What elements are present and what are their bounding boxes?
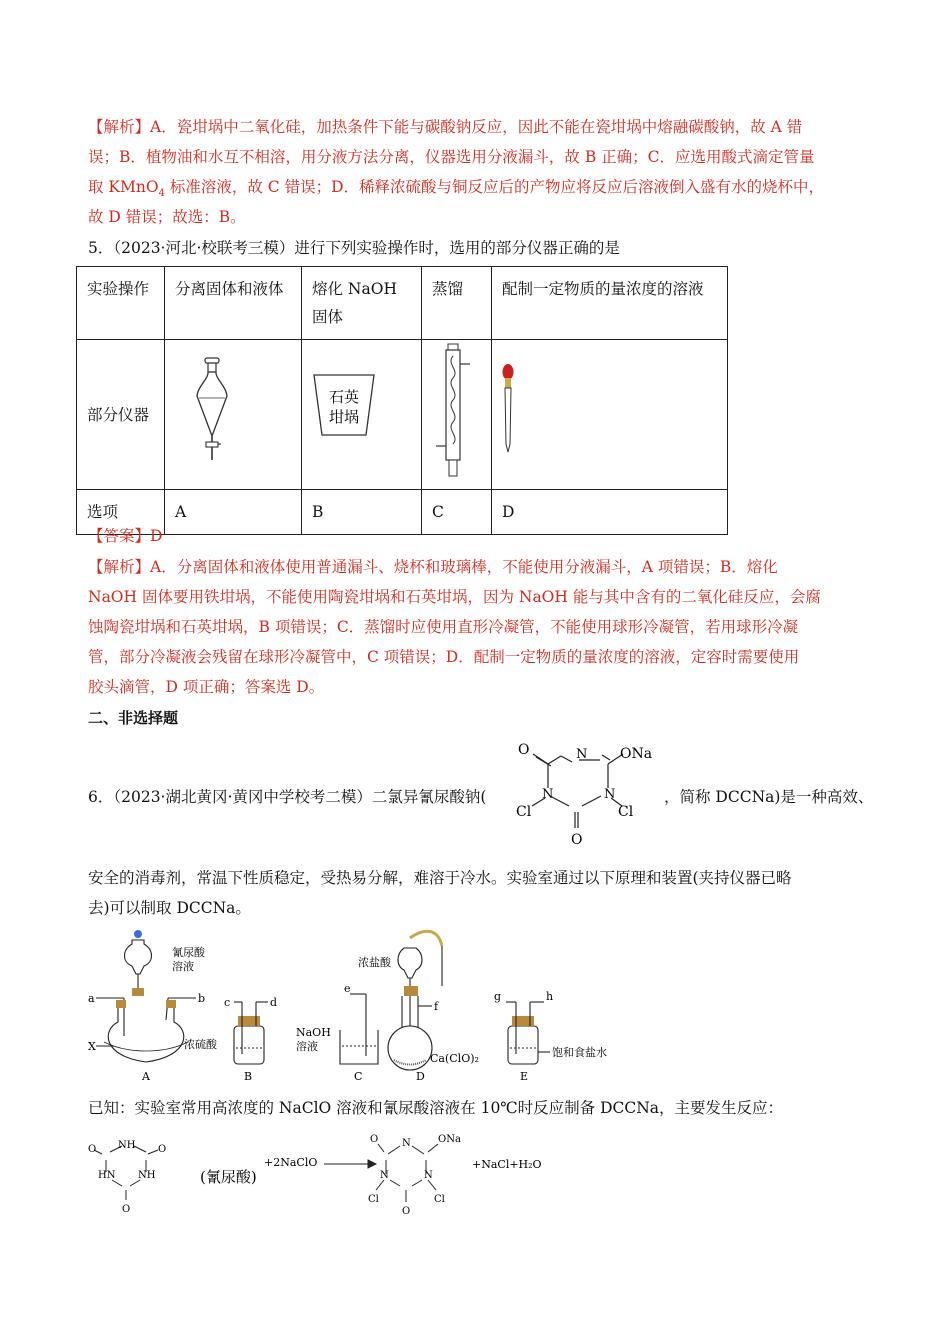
reactant-name: (氰尿酸) [200, 1168, 257, 1186]
svg-text:N: N [380, 1170, 389, 1181]
svg-text:N: N [402, 1138, 411, 1149]
table-cell: 熔化 NaOH 固体 [302, 267, 422, 340]
svg-text:B: B [244, 1070, 253, 1083]
svg-text:b: b [198, 992, 206, 1005]
svg-text:O: O [402, 1206, 411, 1217]
svg-text:D: D [416, 1070, 425, 1083]
section-heading: 二、非选择题 [88, 709, 179, 727]
svg-text:NH: NH [118, 1140, 136, 1151]
table-cell: 选项 [77, 490, 165, 535]
answer-line [88, 524, 162, 548]
explanation-line: NaOH 固体要用铁坩埚，不能使用陶瓷坩埚和石英坩埚，因为 NaOH 能与其中含有的二氧化硅反应，会腐 [88, 588, 821, 606]
crucible-label: 坩埚 [328, 408, 360, 426]
svg-text:N: N [576, 747, 588, 762]
svg-text:h: h [546, 990, 554, 1003]
byproducts: +NaCl+H₂O [472, 1158, 542, 1171]
crucible-label: 石英 [328, 388, 360, 406]
known-condition: 已知：实验室常用高浓度的 NaClO 溶液和氰尿酸溶液在 10℃时反应制备 DCCNa，主要发生反应： [88, 1099, 784, 1117]
svg-text:O: O [88, 1144, 97, 1155]
answer-value: D [150, 527, 163, 545]
svg-text:NaOH: NaOH [296, 1026, 331, 1039]
svg-text:c: c [224, 996, 231, 1009]
question-6-stem-cont: ，简称 DCCNa)是一种高效、 [664, 788, 874, 806]
explanation-tag: 【解析】 [88, 118, 151, 136]
svg-text:浓盐酸: 浓盐酸 [358, 956, 391, 969]
table-cell: 实验操作 [77, 267, 165, 340]
table-cell: 部分仪器 [77, 340, 165, 490]
svg-text:O: O [571, 832, 583, 848]
svg-text:A: A [142, 1070, 150, 1083]
explanation-line: 【解析】A．瓷坩埚中二氧化硅，加热条件下能与碳酸钠反应，因此不能在瓷坩埚中熔融碳酸钠，故 A 错 [88, 118, 803, 136]
explanation-tag: 【解析】 [88, 558, 151, 576]
reaction-equation [88, 1126, 568, 1222]
svg-text:Cl: Cl [516, 804, 532, 820]
svg-text:NH: NH [138, 1170, 156, 1181]
svg-text:e: e [344, 982, 351, 995]
svg-text:氰尿酸: 氰尿酸 [172, 946, 205, 959]
dccna-structure-icon [512, 736, 662, 848]
question-6-line: 安全的消毒剂，常温下性质稳定，受热易分解，难溶于冷水。实验室通过以下原理和装置(夹持仪器已略 [88, 869, 792, 887]
explanation-line: 【解析】A．分离固体和液体使用普通漏斗、烧杯和玻璃棒，不能使用分液漏斗，A 项错误；B．熔化 [88, 558, 778, 576]
options-table [76, 266, 728, 535]
table-cell: B [302, 490, 422, 535]
svg-text:Cl: Cl [618, 804, 634, 820]
table-cell: C [422, 490, 492, 535]
explanation-line: 胶头滴管，D 项正确；答案选 D。 [88, 678, 325, 696]
question-6-line: 去)可以制取 DCCNa。 [88, 899, 251, 917]
bulb-condenser-icon [422, 340, 491, 480]
rubber-dropper-icon [492, 340, 727, 480]
svg-text:N: N [424, 1170, 433, 1181]
reagent: +2NaClO [264, 1156, 318, 1169]
svg-text:ONa: ONa [438, 1134, 461, 1145]
quartz-crucible-icon [302, 340, 421, 480]
table-cell: A [165, 490, 302, 535]
svg-text:O: O [370, 1134, 379, 1145]
svg-text:浓硫酸: 浓硫酸 [184, 1038, 217, 1051]
explanation-line: 取 KMnO$_4$ 标准溶液，故 C 错误；D．稀释浓硫酸与铜反应后的产物应将反应后溶液倒入盛有水的烧杯中， [88, 178, 825, 200]
table-cell: 分离固体和液体 [165, 267, 302, 340]
svg-text:溶液: 溶液 [296, 1040, 318, 1053]
svg-text:饱和食盐水: 饱和食盐水 [552, 1046, 607, 1059]
svg-text:N: N [542, 787, 554, 802]
condenser-cell [422, 340, 492, 490]
answer-tag: 【答案】 [88, 527, 151, 545]
explanation-line: 故 D 错误；故选：B。 [88, 208, 246, 226]
table-cell: 蒸馏 [422, 267, 492, 340]
svg-text:f: f [434, 1000, 439, 1013]
apparatus-diagram [88, 926, 648, 1086]
svg-text:O: O [518, 742, 530, 758]
explanation-line: 管，部分冷凝液会残留在球形冷凝管中，C 项错误；D．配制一定物质的量浓度的溶液，定容时需要使用 [88, 648, 800, 666]
svg-text:Cl: Cl [368, 1194, 379, 1205]
svg-text:d: d [270, 996, 278, 1009]
svg-text:O: O [158, 1144, 167, 1155]
svg-text:C: C [354, 1070, 363, 1083]
svg-text:a: a [88, 992, 95, 1005]
svg-text:ONa: ONa [620, 746, 653, 762]
svg-text:X: X [88, 1040, 96, 1053]
question-5-stem: 5．（2023·河北·校联考三模）进行下列实验操作时，选用的部分仪器正确的是 [88, 239, 620, 257]
svg-text:溶液: 溶液 [172, 960, 194, 973]
crucible-cell [302, 340, 422, 490]
question-6-stem: 6．（2023·湖北黄冈·黄冈中学校考二模）二氯异氰尿酸钠( [88, 788, 487, 806]
svg-text:O: O [122, 1204, 131, 1215]
svg-text:g: g [494, 990, 502, 1003]
svg-text:E: E [520, 1070, 529, 1083]
separatory-funnel-cell [165, 340, 302, 490]
svg-text:HN: HN [98, 1170, 116, 1181]
table-cell: D [492, 490, 728, 535]
svg-text:Cl: Cl [434, 1194, 445, 1205]
dropper-cell [492, 340, 728, 490]
svg-text:Ca(ClO)₂: Ca(ClO)₂ [430, 1052, 479, 1065]
svg-text:N: N [604, 787, 616, 802]
table-cell: 配制一定物质的量浓度的溶液 [492, 267, 728, 340]
explanation-line: 误；B．植物油和水互不相溶，用分液方法分离，仪器选用分液漏斗，故 B 正确；C．应选用酸式滴定管量 [88, 148, 815, 166]
separatory-funnel-icon [165, 340, 301, 480]
explanation-line: 蚀陶瓷坩埚和石英坩埚，B 项错误；C．蒸馏时应使用直形冷凝管，不能使用球形冷凝管，若用球形冷凝 [88, 618, 799, 636]
